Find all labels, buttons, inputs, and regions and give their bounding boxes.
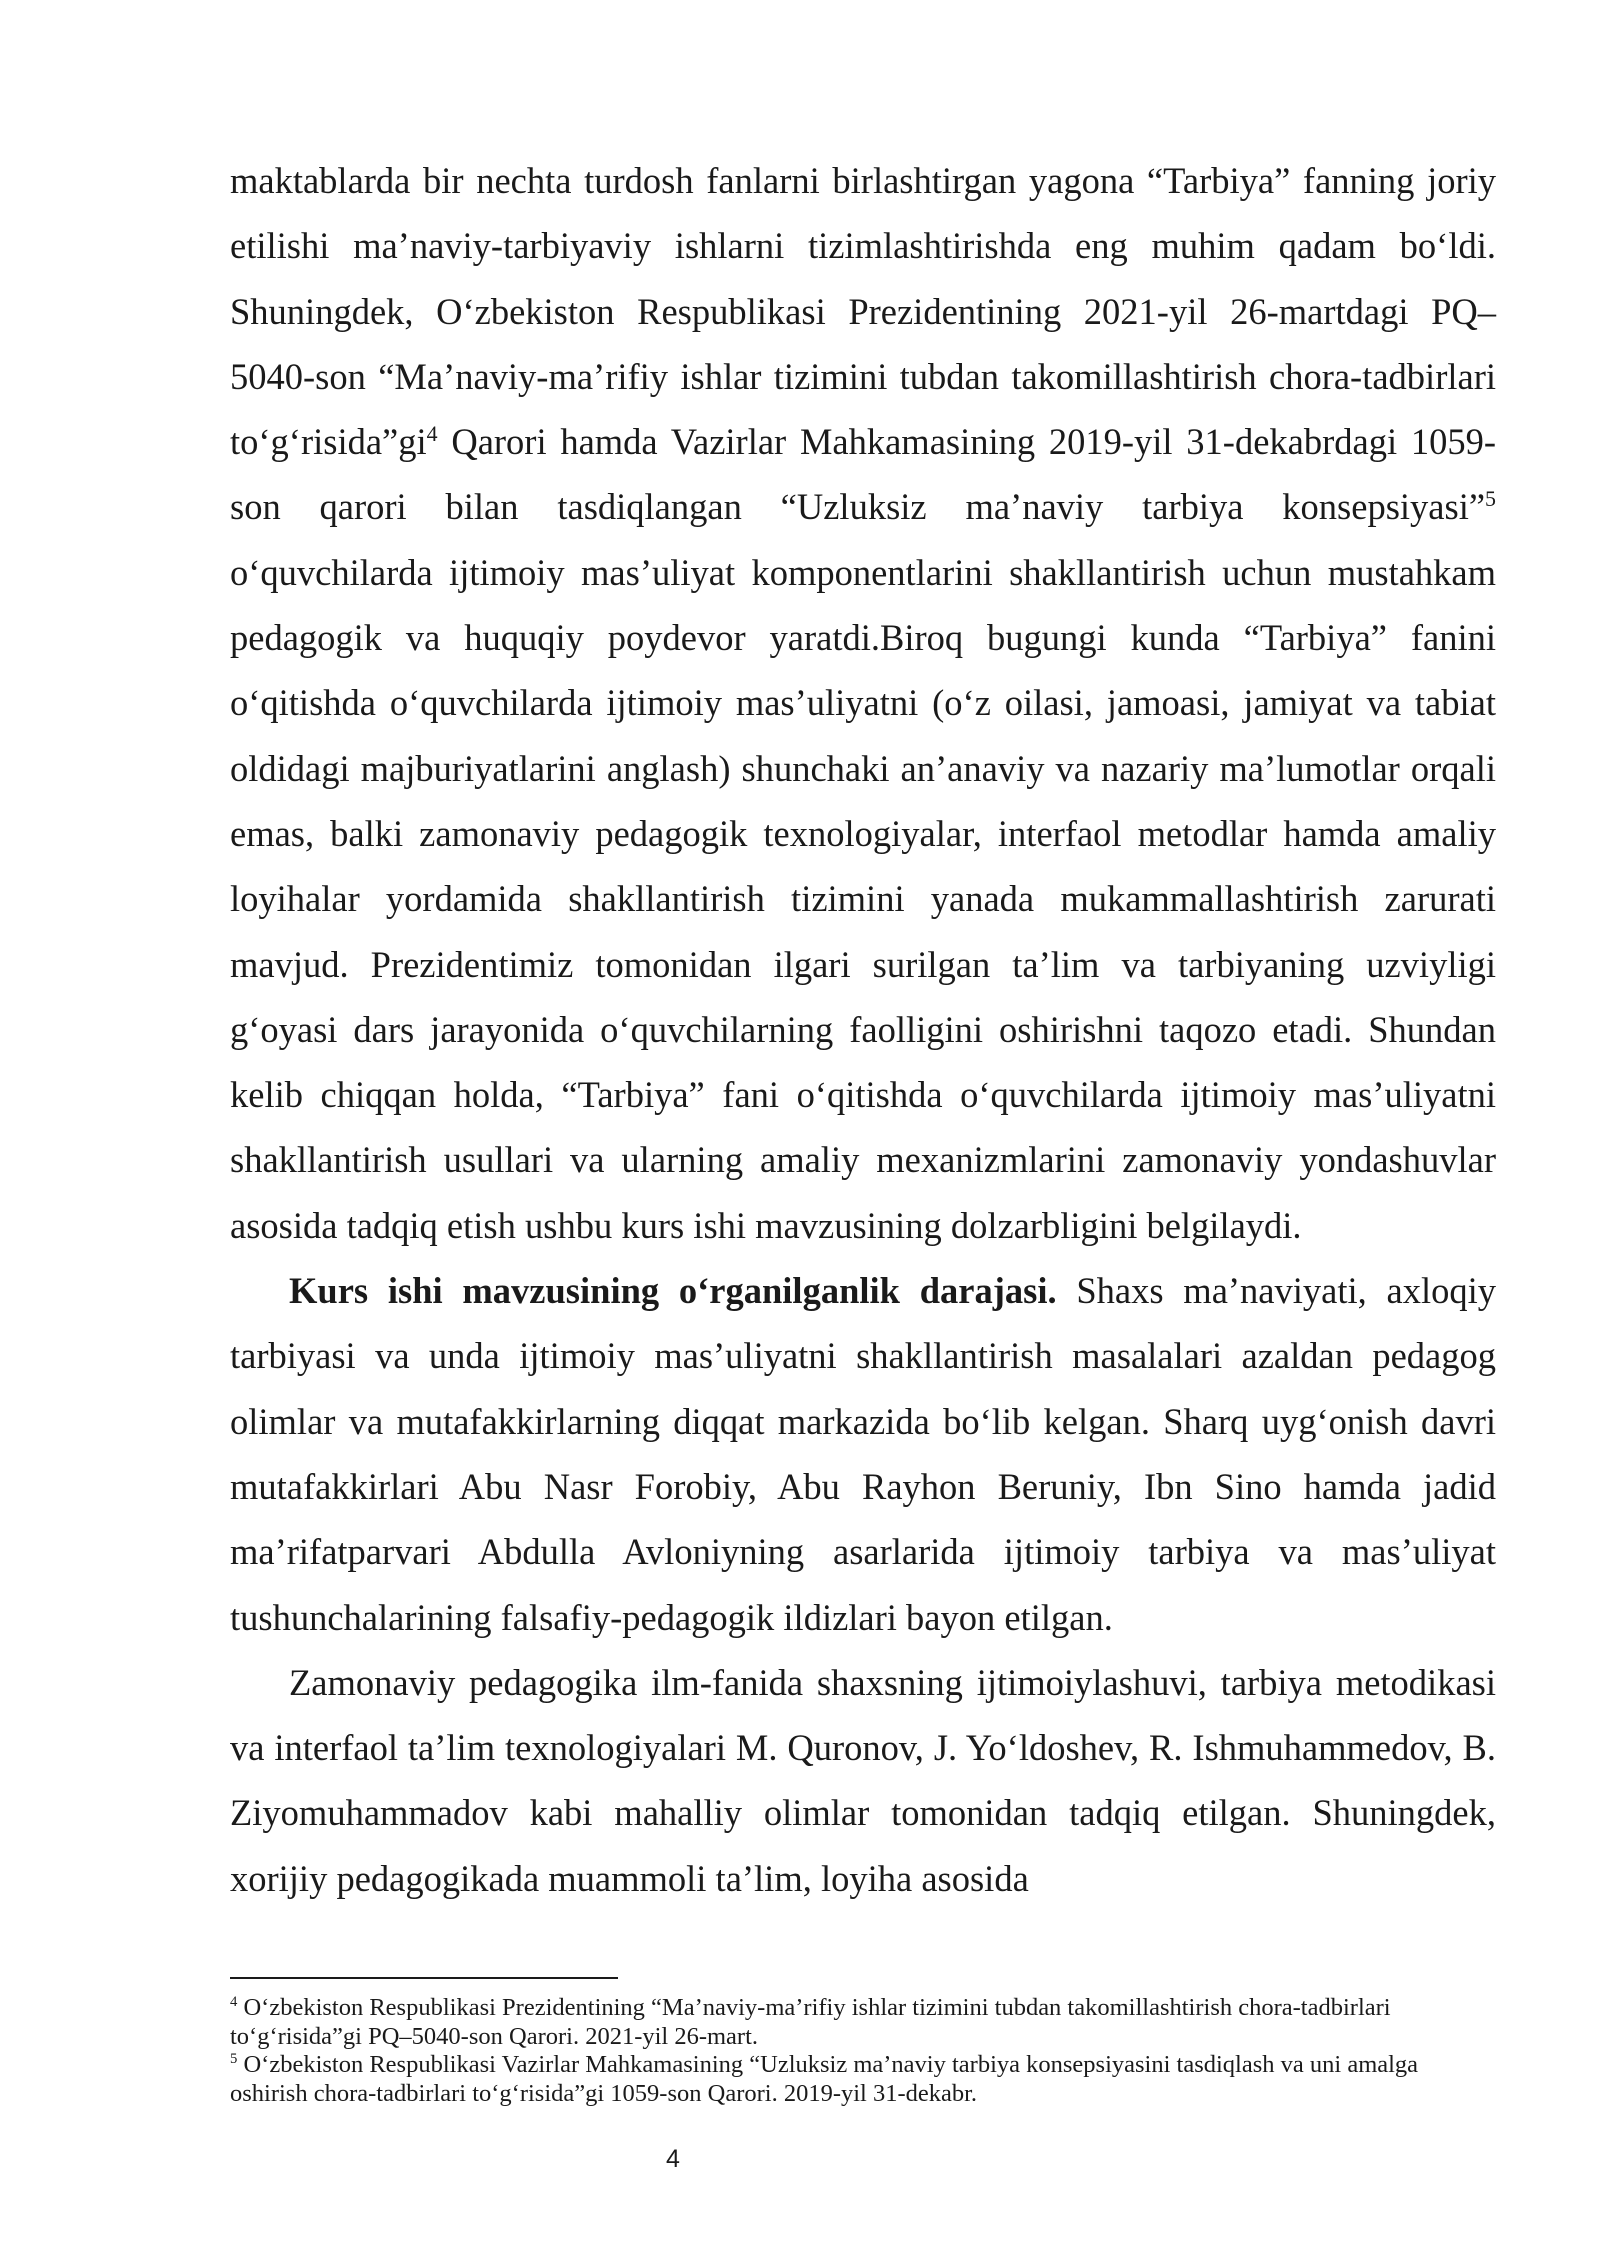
- footnote-separator: [230, 1977, 618, 1979]
- paragraph-text: maktablarda bir nechta turdosh fanlarni birlashtirgan yagona “Tarbiya” fanning joriy etilishi ma’naviy-tarbiyaviy ishlarni tizimlashtirishda eng muhim qadam bo‘ldi. Shuningdek, O‘zbekiston Respublikasi Prezidentining 2021-yil 26-martdagi PQ–5040-son “Ma’naviy-ma’rifiy ishlar tizimini tubdan takomillashtirish chora-tadbirlari to‘g‘risida”gi: [230, 160, 1496, 463]
- section-heading-inline: Kurs ishi mavzusining o‘rganilganlik darajasi.: [289, 1270, 1057, 1312]
- paragraph-study-level: [230, 1258, 1496, 1650]
- paragraph-text: Shaxs ma’naviyati, axloqiy tarbiyasi va unda ijtimoiy mas’uliyatni shakllantirish masalalari azaldan pedagog olimlar va mutafakkirlarning diqqat markazida bo‘lib kelgan. Sharq uyg‘onish davri mutafakkirlari Abu Nasr Forobiy, Abu Rayhon Beruniy, Ibn Sino hamda jadid ma’rifatparvari Abdulla Avloniyning asarlarida ijtimoiy tarbiya va mas’uliyat tushunchalarining falsafiy-pedagogik ildizlari bayon etilgan.: [230, 1270, 1496, 1638]
- body-text: [230, 148, 1496, 1911]
- paragraph-modern-pedagogy: [230, 1650, 1496, 1911]
- paragraph-text: Zamonaviy pedagogika ilm-fanida shaxsning ijtimoiylashuvi, tarbiya metodikasi va interfaol ta’lim texnologiyalari M. Quronov, J. Yo‘ldoshev, R. Ishmuhammedov, B. Ziyomuhammadov kabi mahalliy olimlar tomonidan tadqiq etilgan. Shuningdek, xorijiy pedagogikada muammoli ta’lim, loyiha asosida: [230, 1661, 1496, 1899]
- footnote-mark: 5: [230, 2050, 238, 2067]
- footnote-reference-4[interactable]: 4: [426, 421, 438, 447]
- paragraph-relevance: [230, 148, 1496, 1258]
- paragraph-text: o‘quvchilarda ijtimoiy mas’uliyat komponentlarini shakllantirish uchun mustahkam pedagogik va huquqiy poydevor yaratdi.Biroq bugungi kunda “Tarbiya” fanini o‘qitishda o‘quvchilarda ijtimoiy mas’uliyatni (o‘z oilasi, jamoasi, jamiyat va tabiat oldidagi majburiyatlarini anglash) shunchaki an’anaviy va nazariy ma’lumotlar orqali emas, balki zamonaviy pedagogik texnologiyalar, interfaol metodlar hamda amaliy loyihalar yordamida shakllantirish tizimini yanada mukammallashtirish zarurati mavjud. Prezidentimiz tomonidan ilgari surilgan ta’lim va tarbiyaning uzviyligi g‘oyasi dars jarayonida o‘quvchilarning faolligini oshirishni taqozo etadi. Shundan kelib chiqqan holda, “Tarbiya” fani o‘qitishda o‘quvchilarda ijtimoiy mas’uliyatni shakllantirish usullari va ularning amaliy mexanizmlarini zamonaviy yondashuvlar asosida tadqiq etish ushbu kurs ishi mavzusining dolzarbligini belgilaydi.: [230, 551, 1496, 1246]
- footnote-5: [230, 2051, 1496, 2108]
- footnote-reference-5[interactable]: 5: [1485, 486, 1496, 512]
- footnote-text: O‘zbekiston Respublikasi Vazirlar Mahkamasining “Uzluksiz ma’naviy tarbiya konsepsiyasini tasdiqlash va uni amalga oshirish chora-tadbirlari to‘g‘risida”gi 1059-son Qarori. 2019-yil 31-dekabr.: [230, 2051, 1419, 2107]
- footnote-text: O‘zbekiston Respublikasi Prezidentining “Ma’naviy-ma’rifiy ishlar tizimini tubdan takomillashtirish chora-tadbirlari to‘g‘risida”gi PQ–5040-son Qarori. 2021-yil 26-mart.: [230, 1994, 1391, 2050]
- footnote-4: [230, 1994, 1496, 2051]
- paragraph-text: Qarori hamda Vazirlar Mahkamasining 2019-yil 31-dekabrdagi 1059-son qarori bilan tasdiqlangan “Uzluksiz ma’naviy tarbiya konsepsiyasi”: [230, 421, 1496, 528]
- footnotes: [230, 1994, 1496, 2108]
- footnote-mark: 4: [230, 1993, 238, 2010]
- page-number: 4: [666, 2145, 680, 2173]
